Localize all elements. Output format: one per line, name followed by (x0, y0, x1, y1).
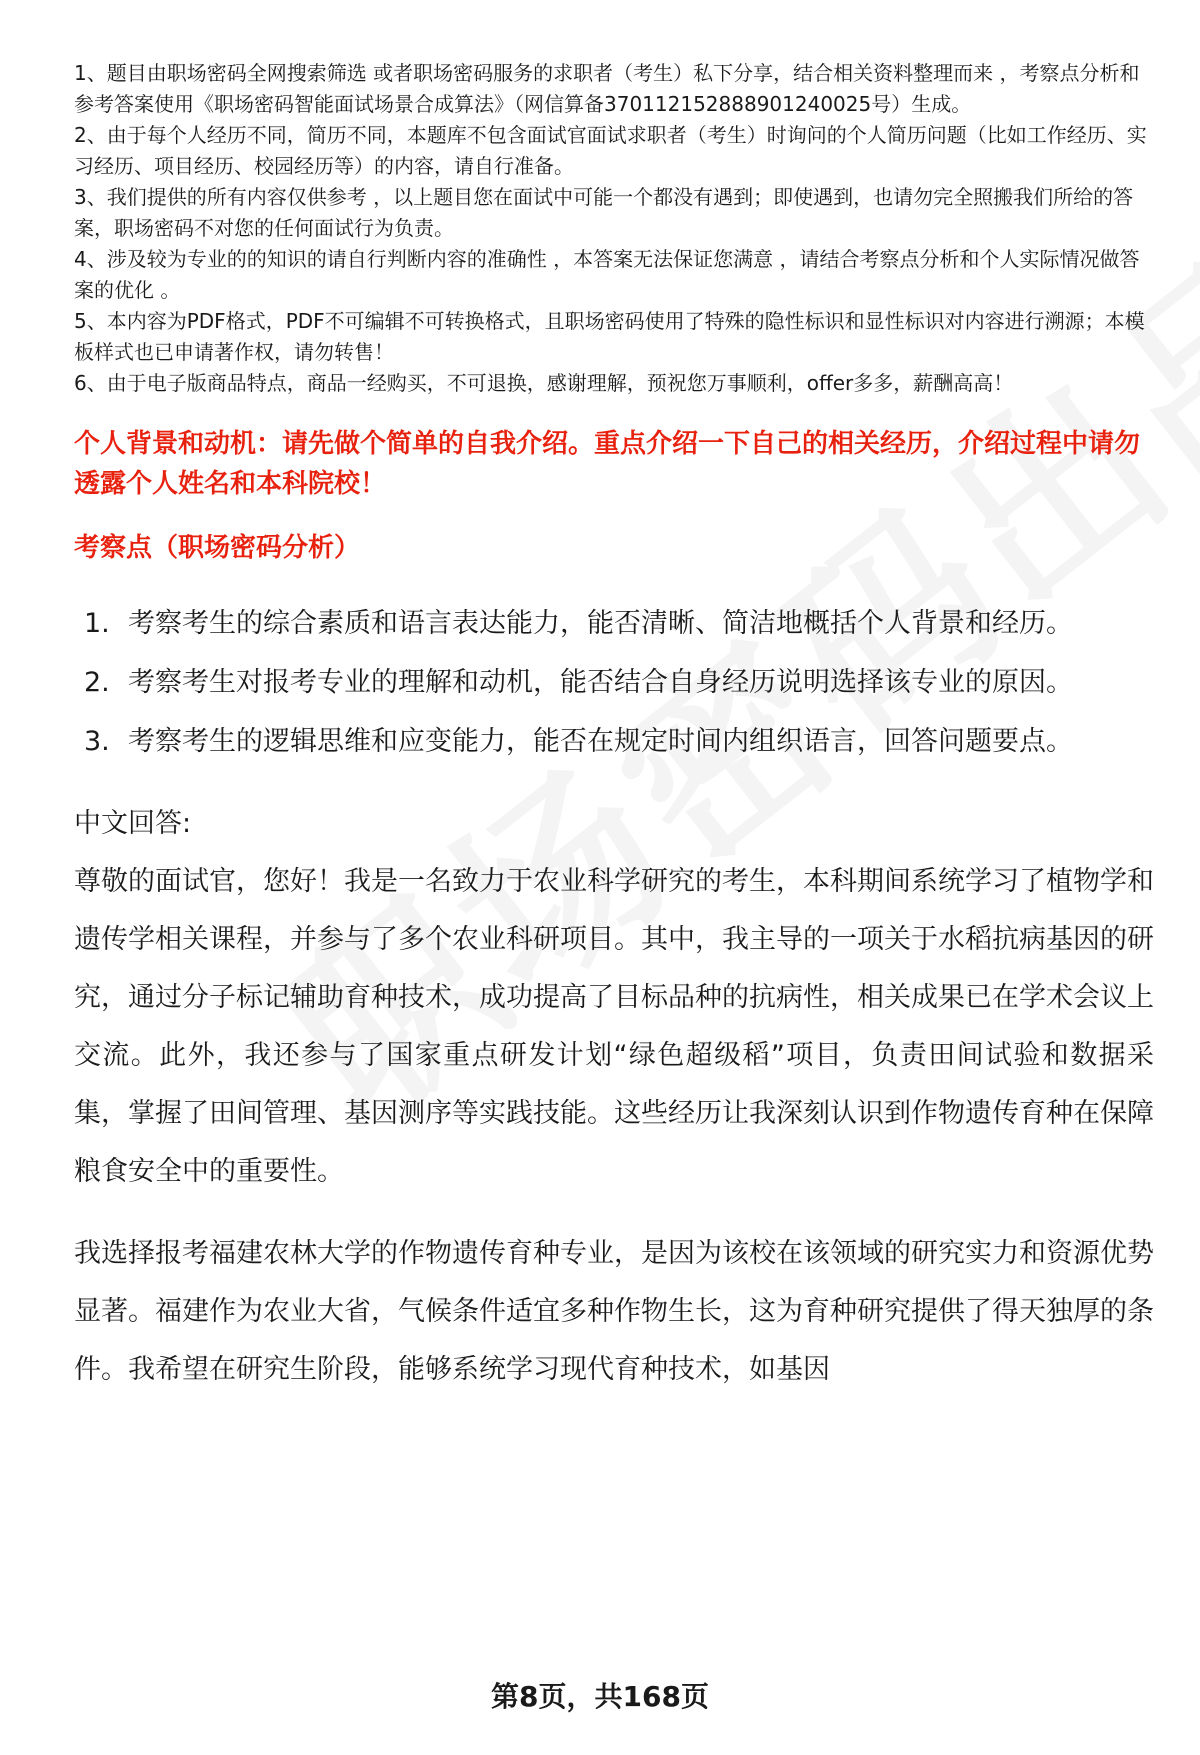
point-number: 2. (84, 667, 110, 698)
disclaimer-item: 2、由于每个人经历不同，简历不同，本题库不包含面试官面试求职者（考生）时询问的个人简历问题（比如工作经历、实习经历、项目经历、校园经历等）的内容，请自行准备。 (74, 123, 1147, 178)
answer-paragraph: 我选择报考福建农林大学的作物遗传育种专业，是因为该校在该领域的研究实力和资源优势显著。福建作为农业大省，气候条件适宜多种作物生长，这为育种研究提供了得天独厚的条件。我希望在研究生阶段，能够系统学习现代育种技术，如基因 (74, 1238, 1154, 1385)
analysis-point (74, 653, 1154, 712)
answer-paragraph: 尊敬的面试官，您好！我是一名致力于农业科学研究的考生，本科期间系统学习了植物学和遗传学相关课程，并参与了多个农业科研项目。其中，我主导的一项关于水稻抗病基因的研究，通过分子标记辅助育种技术，成功提高了目标品种的抗病性，相关成果已在学术会议上交流。此外，我还参与了国家重点研发计划“绿色超级稻”项目，负责田间试验和数据采集，掌握了田间管理、基因测序等实践技能。这些经历让我深刻认识到作物遗传育种在保障粮食安全中的重要性。 (74, 866, 1154, 1187)
page-footer: 第8页，共168页 (491, 1680, 709, 1713)
point-number: 3. (84, 726, 110, 757)
point-text: 考察考生的逻辑思维和应变能力，能否在规定时间内组织语言，回答问题要点。 (128, 726, 1073, 757)
answer-label: 中文回答: (74, 808, 192, 839)
disclaimer-item: 4、涉及较为专业的的知识的请自行判断内容的准确性 ，本答案无法保证您满意 ，请结合考察点分析和个人实际情况做答案的优化 。 (74, 247, 1140, 302)
point-text: 考察考生对报考专业的理解和动机，能否结合自身经历说明选择该专业的原因。 (128, 667, 1073, 698)
disclaimer-block (74, 58, 1154, 399)
document-page (74, 58, 1154, 1399)
disclaimer-item: 3、我们提供的所有内容仅供参考 ，以上题目您在面试中可能一个都没有遇到；即使遇到，也请勿完全照搬我们所给的答案，职场密码不对您的任何面试行为负责。 (74, 185, 1134, 240)
analysis-point (74, 594, 1154, 653)
analysis-point (74, 712, 1154, 771)
analysis-title: 考察点（职场密码分析） (74, 533, 361, 563)
disclaimer-item: 5、本内容为PDF格式，PDF不可编辑不可转换格式，且职场密码使用了特殊的隐性标识和显性标识对内容进行溯源；本模板样式也已申请著作权，请勿转售！ (74, 309, 1145, 364)
point-text: 考察考生的综合素质和语言表达能力，能否清晰、简洁地概括个人背景和经历。 (128, 608, 1073, 639)
answer-body (74, 853, 1154, 1399)
analysis-points (74, 594, 1154, 771)
disclaimer-item: 1、题目由职场密码全网搜索筛选 或者职场密码服务的求职者（考生）私下分享，结合相关资料整理而来 ，考察点分析和参考答案使用《职场密码智能面试场景合成算法》（网信算备370112152888901240025号）生成。 (74, 61, 1140, 116)
question-heading: 个人背景和动机：请先做个简单的自我介绍。重点介绍一下自己的相关经历，介绍过程中请勿透露个人姓名和本科院校！ (74, 429, 1141, 499)
disclaimer-item: 6、由于电子版商品特点，商品一经购买，不可退换，感谢理解，预祝您万事顺利，offer多多，薪酬高高！ (74, 371, 1014, 395)
point-number: 1. (84, 608, 110, 639)
